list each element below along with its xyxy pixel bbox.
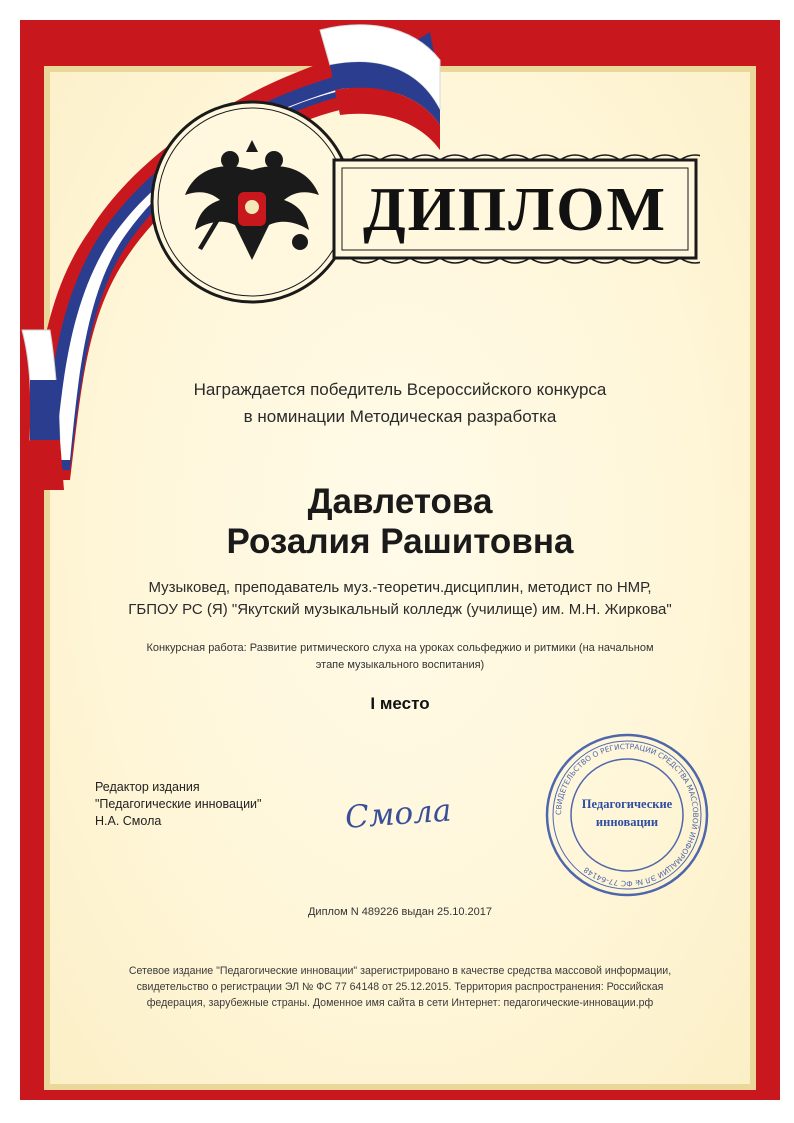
footer-line-2: свидетельство о регистрации ЭЛ № ФС 77 64148 от 25.12.2015. Территория распространения: Российская	[136, 981, 664, 993]
footer-line-1: Сетевое издание "Педагогические инновации" зарегистрировано в качестве средства массовой информации,	[128, 965, 672, 977]
recipient-name	[100, 482, 700, 562]
footer-line-3: федерация, зарубежные страны. Доменное имя сайта в сети Интернет: педагогические-инновации.рф	[146, 997, 654, 1009]
stamp-center-line-1: Педагогические	[581, 797, 673, 811]
stamp-center-text	[565, 795, 689, 831]
recipient-position	[80, 577, 720, 621]
award-line-1: Награждается победитель Всероссийского конкурса	[193, 380, 607, 399]
position-line-2: ГБПОУ РС (Я) "Якутский музыкальный колледж (училище) им. М.Н. Жиркова"	[128, 601, 672, 618]
position-line-1: Музыковед, преподаватель муз.-теоретич.дисциплин, методист по НМР,	[148, 579, 652, 596]
editor-line-2: "Педагогические инновации"	[95, 797, 262, 811]
stamp-center-line-2: инновации	[595, 815, 659, 829]
competition-work	[100, 640, 700, 674]
stamp-ring-text: СВИДЕТЕЛЬСТВО О РЕГИСТРАЦИИ СРЕДСТВА МАССОВОЙ ИНФОРМАЦИИ ЭЛ № ФС 77-64148	[553, 741, 701, 889]
recipient-surname: Давлетова	[307, 482, 493, 521]
work-line-1: Конкурсная работа: Развитие ритмического слуха на уроках сольфеджио и ритмики (на начальном	[146, 642, 654, 654]
registration-footer	[105, 963, 695, 1011]
diploma-number: Диплом N 489226 выдан 25.10.2017	[307, 906, 493, 918]
award-line-2: в номинации Методическая разработка	[243, 407, 557, 426]
editor-signature: Смола	[343, 792, 453, 836]
editor-line-3: Н.А. Смола	[95, 814, 162, 828]
award-statement	[100, 376, 700, 430]
award-place: I место	[370, 694, 430, 713]
editor-block	[95, 779, 335, 830]
recipient-given-names: Розалия Рашитовна	[226, 522, 574, 561]
diploma-title: ДИПЛОМ	[362, 176, 668, 244]
coat-of-arms-emblem-icon	[150, 100, 355, 305]
editor-line-1: Редактор издания	[95, 780, 200, 794]
work-line-2: этапе музыкального воспитания)	[315, 659, 485, 671]
